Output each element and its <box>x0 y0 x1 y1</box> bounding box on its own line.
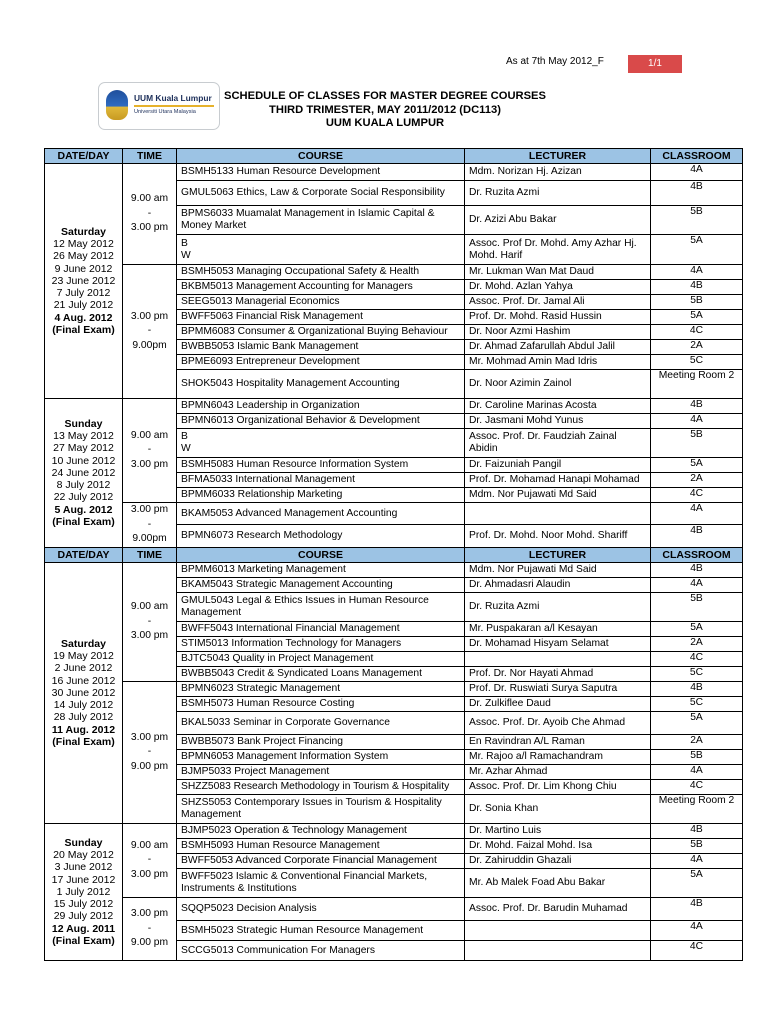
time-line: 3.00 pm <box>130 504 169 516</box>
course-cell: BPMN6053 Management Information System <box>177 750 465 765</box>
day-label: Saturday <box>61 637 106 650</box>
course-cell: SEEG5013 Managerial Economics <box>177 295 465 310</box>
classroom-cell: 5B <box>651 429 743 458</box>
lecturer-cell: Dr. Ahmad Zafarullah Abdul Jalil <box>465 340 651 355</box>
class-date: 29 July 2012 <box>53 910 114 923</box>
time-cell <box>123 265 177 399</box>
course-cell: BPMN6073 Research Methodology <box>177 525 465 548</box>
classroom-cell: 2A <box>651 473 743 488</box>
course-cell: BWBB5043 Credit & Syndicated Loans Management <box>177 667 465 682</box>
course-cell: BSMH5093 Human Resource Management <box>177 839 465 854</box>
time-line: 9.00 am <box>130 839 169 851</box>
classroom-cell: 4C <box>651 780 743 795</box>
lecturer-cell: Dr. Jasmani Mohd Yunus <box>465 414 651 429</box>
course-cell <box>177 235 465 265</box>
column-header: DATE/DAY <box>45 149 123 164</box>
time-line: - <box>147 444 152 456</box>
lecturer-cell: En Ravindran A/L Raman <box>465 735 651 750</box>
classroom-cell: 2A <box>651 637 743 652</box>
title-line-1: SCHEDULE OF CLASSES FOR MASTER DEGREE COURSES <box>224 90 546 102</box>
classroom-cell: 4B <box>651 280 743 295</box>
course-cell: BSMH5083 Human Resource Information System <box>177 458 465 473</box>
lecturer-cell: Assoc. Prof. Dr. Barudin Muhamad <box>465 898 651 921</box>
course-cell: BSMH5133 Human Resource Development <box>177 164 465 181</box>
classroom-cell: 5B <box>651 593 743 622</box>
time-line: 3.00 pm <box>130 630 169 642</box>
day-cell <box>45 164 123 399</box>
table-row <box>45 265 743 280</box>
class-date: 22 July 2012 <box>53 491 114 504</box>
final-exam-date: 5 Aug. 2012 <box>54 503 113 516</box>
course-cell: BSMH5053 Managing Occupational Safety & Health <box>177 265 465 280</box>
table-row <box>45 503 743 525</box>
lecturer-cell: Mr. Puspakaran a/l Kesayan <box>465 622 651 637</box>
class-date: 21 July 2012 <box>53 299 114 312</box>
classroom-cell: 4B <box>651 898 743 921</box>
classroom-cell: 5A <box>651 235 743 265</box>
lecturer-cell: Mr. Azhar Ahmad <box>465 765 651 780</box>
course-cell <box>177 429 465 458</box>
lecturer-cell: Dr. Mohd. Azlan Yahya <box>465 280 651 295</box>
day-cell <box>45 824 123 961</box>
as-at-date: As at 7th May 2012_F <box>506 56 604 67</box>
classroom-cell: 4B <box>651 399 743 414</box>
class-date: 9 June 2012 <box>54 262 113 275</box>
lecturer-cell <box>465 652 651 667</box>
column-header: CLASSROOM <box>651 149 743 164</box>
final-exam-date: 11 Aug. 2012 <box>51 723 116 736</box>
course-cell: SHZZ5083 Research Methodology in Tourism & Hospitality <box>177 780 465 795</box>
classroom-cell: 5B <box>651 839 743 854</box>
table-row <box>45 164 743 181</box>
class-date: 30 June 2012 <box>51 686 116 699</box>
class-date: 2 June 2012 <box>54 662 113 675</box>
lecturer-cell: Dr. Faizuniah Pangil <box>465 458 651 473</box>
column-header: LECTURER <box>465 548 651 563</box>
class-date: 10 June 2012 <box>51 454 116 467</box>
time-cell <box>123 399 177 503</box>
time-cell <box>123 682 177 824</box>
lecturer-cell: Prof. Dr. Mohd. Noor Mohd. Shariff <box>465 525 651 548</box>
lecturer-cell: Mdm. Norizan Hj. Azizan <box>465 164 651 181</box>
time-cell <box>123 164 177 265</box>
time-line: - <box>147 615 152 627</box>
classroom-cell: 4A <box>651 578 743 593</box>
classroom-cell: 4B <box>651 682 743 697</box>
lecturer-cell: Dr. Ruzita Azmi <box>465 181 651 206</box>
lecturer-cell: Dr. Mohamad Hisyam Selamat <box>465 637 651 652</box>
time-line: 9.00 am <box>130 601 169 613</box>
classroom-cell: 5B <box>651 206 743 235</box>
time-cell <box>123 563 177 682</box>
course-line: W <box>181 443 191 454</box>
class-date: 1 July 2012 <box>56 885 111 898</box>
class-date: 28 July 2012 <box>53 711 114 724</box>
course-cell: BFMA5033 International Management <box>177 473 465 488</box>
column-header: DATE/DAY <box>45 548 123 563</box>
logo-line-2: Universiti Utara Malaysia <box>134 109 196 115</box>
course-cell: BWFF5053 Advanced Corporate Financial Management <box>177 854 465 869</box>
course-line: B <box>181 237 188 249</box>
lecturer-cell <box>465 503 651 525</box>
classroom-cell: Meeting Room 2 <box>651 795 743 824</box>
course-cell: SQQP5023 Decision Analysis <box>177 898 465 921</box>
time-line: 9.00 am <box>130 193 169 205</box>
time-line: - <box>147 746 152 758</box>
table-row <box>45 563 743 578</box>
lecturer-cell: Mr. Lukman Wan Mat Daud <box>465 265 651 280</box>
time-cell <box>123 824 177 898</box>
lecturer-cell: Mdm. Nor Pujawati Md Said <box>465 563 651 578</box>
time-line: 9.00 pm <box>130 937 169 949</box>
lecturer-cell: Assoc. Prof. Dr. Jamal Ali <box>465 295 651 310</box>
course-cell: BKAM5043 Strategic Management Accounting <box>177 578 465 593</box>
time-line: 9.00pm <box>132 339 167 351</box>
lecturer-cell: Prof. Dr. Mohd. Rasid Hussin <box>465 310 651 325</box>
classroom-cell: 4A <box>651 414 743 429</box>
course-cell: BSMH5073 Human Resource Costing <box>177 697 465 712</box>
table-header-row <box>45 548 743 563</box>
day-label: Sunday <box>64 836 103 849</box>
course-cell: BWBB5053 Islamic Bank Management <box>177 340 465 355</box>
time-line: - <box>147 922 152 934</box>
lecturer-cell: Dr. Sonia Khan <box>465 795 651 824</box>
class-date: 8 July 2012 <box>56 479 111 492</box>
day-label: Sunday <box>64 417 103 430</box>
classroom-cell: 4C <box>651 941 743 961</box>
time-cell <box>123 503 177 548</box>
classroom-cell: 4C <box>651 325 743 340</box>
class-date: 20 May 2012 <box>53 848 114 861</box>
class-date: 23 June 2012 <box>51 274 116 287</box>
classroom-cell: 5C <box>651 355 743 370</box>
schedule-table <box>44 148 743 961</box>
table-row <box>45 898 743 921</box>
course-cell: BKAL5033 Seminar in Corporate Governance <box>177 712 465 735</box>
lecturer-cell: Assoc. Prof. Dr. Ayoib Che Ahmad <box>465 712 651 735</box>
course-cell: BPMM6013 Marketing Management <box>177 563 465 578</box>
table-row <box>45 682 743 697</box>
column-header: CLASSROOM <box>651 548 743 563</box>
classroom-cell: 5A <box>651 310 743 325</box>
final-exam-note: (Final Exam) <box>52 736 115 749</box>
class-date: 27 May 2012 <box>53 442 114 455</box>
course-cell: SCCG5013 Communication For Managers <box>177 941 465 961</box>
day-cell <box>45 399 123 548</box>
course-cell: BKAM5053 Advanced Management Accounting <box>177 503 465 525</box>
classroom-cell: 5A <box>651 622 743 637</box>
classroom-cell: 4B <box>651 181 743 206</box>
class-date: 17 June 2012 <box>51 873 116 886</box>
table-row <box>45 824 743 839</box>
classroom-cell: 5C <box>651 667 743 682</box>
classroom-cell: 4A <box>651 854 743 869</box>
final-exam-note: (Final Exam) <box>52 935 115 948</box>
course-cell: BPMN6043 Leadership in Organization <box>177 399 465 414</box>
time-line: 9.00pm <box>132 533 167 545</box>
classroom-cell: 5A <box>651 869 743 898</box>
classroom-cell: 5B <box>651 295 743 310</box>
class-date: 13 May 2012 <box>53 429 114 442</box>
classroom-cell: 4A <box>651 765 743 780</box>
column-header: TIME <box>123 548 177 563</box>
lecturer-cell: Prof. Dr. Nor Hayati Ahmad <box>465 667 651 682</box>
course-cell: BPME6093 Entrepreneur Development <box>177 355 465 370</box>
course-cell: BPMN6013 Organizational Behavior & Development <box>177 414 465 429</box>
lecturer-cell: Dr. Zahiruddin Ghazali <box>465 854 651 869</box>
lecturer-cell: Prof. Dr. Ruswiati Surya Saputra <box>465 682 651 697</box>
lecturer-cell <box>465 921 651 941</box>
course-cell: BWFF5023 Islamic & Conventional Financial Markets, Instruments & Institutions <box>177 869 465 898</box>
class-date: 26 May 2012 <box>53 250 114 263</box>
course-cell: BWFF5063 Financial Risk Management <box>177 310 465 325</box>
classroom-cell: 4A <box>651 265 743 280</box>
university-seal-icon <box>106 90 128 120</box>
classroom-cell: 4B <box>651 824 743 839</box>
title-line-3: UUM KUALA LUMPUR <box>325 117 445 129</box>
lecturer-cell: Dr. Caroline Marinas Acosta <box>465 399 651 414</box>
course-cell: BPMN6023 Strategic Management <box>177 682 465 697</box>
lecturer-cell: Dr. Martino Luis <box>465 824 651 839</box>
page-indicator: 1/1 <box>628 55 682 73</box>
course-cell: BPMS6033 Muamalat Management in Islamic Capital & Money Market <box>177 206 465 235</box>
time-line: 3.00 pm <box>130 908 169 920</box>
time-line: - <box>147 207 152 219</box>
lecturer-cell: Assoc. Prof Dr. Mohd. Amy Azhar Hj. Mohd. Harif <box>465 235 651 265</box>
lecturer-cell: Dr. Azizi Abu Bakar <box>465 206 651 235</box>
lecturer-cell: Assoc. Prof. Dr. Lim Khong Chiu <box>465 780 651 795</box>
classroom-cell: 5C <box>651 697 743 712</box>
lecturer-cell: Mdm. Nor Pujawati Md Said <box>465 488 651 503</box>
course-cell: BPMM6033 Relationship Marketing <box>177 488 465 503</box>
classroom-cell: 4A <box>651 921 743 941</box>
column-header: LECTURER <box>465 149 651 164</box>
time-line: 3.00 pm <box>130 310 169 322</box>
class-date: 7 July 2012 <box>56 287 111 300</box>
column-header: COURSE <box>177 149 465 164</box>
time-cell <box>123 898 177 961</box>
class-date: 16 June 2012 <box>51 674 116 687</box>
course-line: W <box>181 249 191 261</box>
class-date: 3 June 2012 <box>54 861 113 874</box>
day-cell <box>45 563 123 824</box>
column-header: TIME <box>123 149 177 164</box>
course-cell: BKBM5013 Management Accounting for Managers <box>177 280 465 295</box>
lecturer-cell: Assoc. Prof. Dr. Faudziah Zainal Abidin <box>465 429 651 458</box>
lecturer-cell: Mr. Mohmad Amin Mad Idris <box>465 355 651 370</box>
day-label: Saturday <box>61 225 106 238</box>
time-line: - <box>147 325 152 337</box>
course-cell: SHZS5053 Contemporary Issues in Tourism & Hospitality Management <box>177 795 465 824</box>
class-date: 12 May 2012 <box>53 237 114 250</box>
table-header-row <box>45 149 743 164</box>
course-cell: BSMH5023 Strategic Human Resource Management <box>177 921 465 941</box>
final-exam-note: (Final Exam) <box>52 516 115 529</box>
time-line: - <box>147 518 152 530</box>
time-line: 3.00 pm <box>130 868 169 880</box>
lecturer-cell: Dr. Zulkiflee Daud <box>465 697 651 712</box>
course-cell: BJTC5043 Quality in Project Management <box>177 652 465 667</box>
time-line: 3.00 pm <box>130 731 169 743</box>
lecturer-cell <box>465 941 651 961</box>
classroom-cell: 5A <box>651 458 743 473</box>
final-exam-date: 4 Aug. 2012 <box>54 311 113 324</box>
lecturer-cell: Prof. Dr. Mohamad Hanapi Mohamad <box>465 473 651 488</box>
course-cell: BJMP5033 Project Management <box>177 765 465 780</box>
course-cell: BWFF5043 International Financial Management <box>177 622 465 637</box>
lecturer-cell: Dr. Ruzita Azmi <box>465 593 651 622</box>
course-cell: GMUL5043 Legal & Ethics Issues in Human Resource Management <box>177 593 465 622</box>
class-date: 14 July 2012 <box>53 699 114 712</box>
course-cell: BJMP5023 Operation & Technology Management <box>177 824 465 839</box>
table-row <box>45 399 743 414</box>
lecturer-cell: Dr. Ahmadasri Alaudin <box>465 578 651 593</box>
classroom-cell: 4C <box>651 488 743 503</box>
title-line-2: THIRD TRIMESTER, MAY 2011/2012 (DC113) <box>269 103 501 116</box>
time-line: 3.00 pm <box>130 458 169 470</box>
classroom-cell: 4C <box>651 652 743 667</box>
classroom-cell: Meeting Room 2 <box>651 370 743 399</box>
classroom-cell: 2A <box>651 735 743 750</box>
course-cell: BWBB5073 Bank Project Financing <box>177 735 465 750</box>
classroom-cell: 2A <box>651 340 743 355</box>
time-line: 9.00 am <box>130 429 169 441</box>
time-line: 9.00 pm <box>130 760 169 772</box>
class-date: 15 July 2012 <box>53 898 114 911</box>
column-header: COURSE <box>177 548 465 563</box>
final-exam-note: (Final Exam) <box>52 324 115 337</box>
course-cell: STIM5013 Information Technology for Managers <box>177 637 465 652</box>
time-line: - <box>147 854 152 866</box>
classroom-cell: 4A <box>651 164 743 181</box>
course-cell: BPMM6083 Consumer & Organizational Buying Behaviour <box>177 325 465 340</box>
classroom-cell: 4B <box>651 525 743 548</box>
lecturer-cell: Mr. Ab Malek Foad Abu Bakar <box>465 869 651 898</box>
course-cell: GMUL5063 Ethics, Law & Corporate Social Responsibility <box>177 181 465 206</box>
time-line: 3.00 pm <box>130 222 169 234</box>
document-title <box>190 90 580 131</box>
course-cell: SHOK5043 Hospitality Management Accounting <box>177 370 465 399</box>
classroom-cell: 5B <box>651 750 743 765</box>
class-date: 19 May 2012 <box>53 649 114 662</box>
logo-line-1: UUM Kuala Lumpur <box>134 93 212 103</box>
classroom-cell: 4A <box>651 503 743 525</box>
class-date: 24 June 2012 <box>51 466 116 479</box>
final-exam-date: 12 Aug. 2011 <box>51 922 116 935</box>
lecturer-cell: Dr. Mohd. Faizal Mohd. Isa <box>465 839 651 854</box>
course-line: B <box>181 431 188 443</box>
lecturer-cell: Dr. Noor Azimin Zainol <box>465 370 651 399</box>
classroom-cell: 5A <box>651 712 743 735</box>
lecturer-cell: Dr. Noor Azmi Hashim <box>465 325 651 340</box>
classroom-cell: 4B <box>651 563 743 578</box>
lecturer-cell: Mr. Rajoo a/l Ramachandram <box>465 750 651 765</box>
